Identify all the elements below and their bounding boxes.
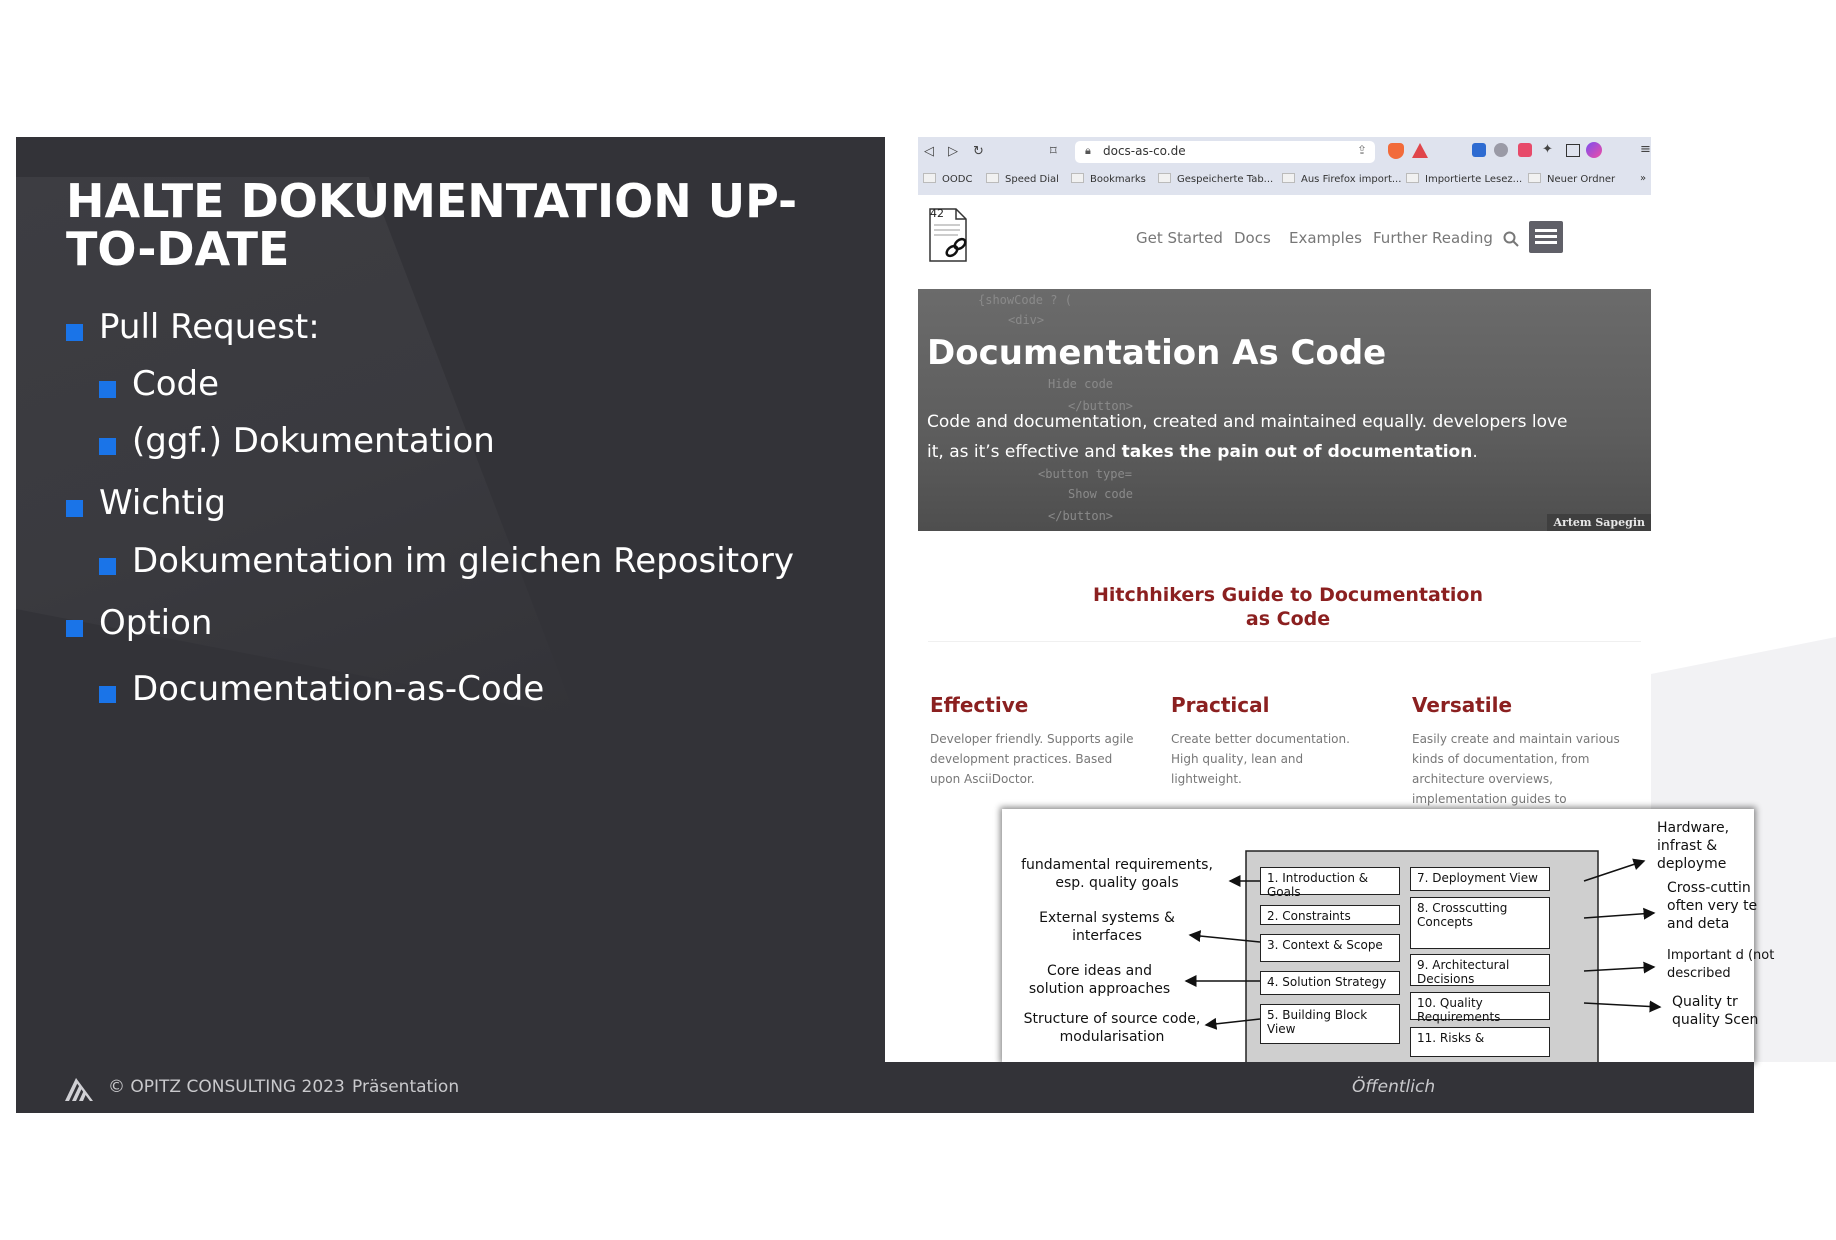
slide-title: HALTE DOKUMENTATION UP-TO-DATE [66,174,798,276]
content-panel [16,137,885,1062]
diagram-label: fundamental requirements, esp. quality goals [1021,857,1213,891]
arc42-diagram [1002,809,1775,1062]
folder-icon [986,173,999,183]
address-bar[interactable] [1075,141,1375,163]
pocket-icon[interactable] [1518,143,1532,157]
extension-icon[interactable] [1472,143,1486,157]
photo-credit: Artem Sapegin [1547,514,1651,531]
square-bullet-icon [99,558,116,575]
profile-icon[interactable] [1586,142,1602,158]
bookmark-item[interactable]: Bookmarks [1071,173,1146,185]
brave-shield-icon[interactable] [1388,143,1404,159]
bullet-item [66,307,866,347]
bullet-item [66,669,866,709]
diagram-label: Core ideas and solution approaches [1028,963,1171,997]
sidebar-icon[interactable] [1566,144,1580,157]
forward-icon[interactable]: ▷ [948,144,958,159]
bullet-item [66,364,866,404]
square-bullet-icon [66,620,83,637]
bookmark-icon[interactable]: ⌑ [1050,144,1057,159]
bullet-list [66,307,866,709]
nav-get-started[interactable]: Get Started [1136,229,1223,247]
diagram-label: Hardware, infrast & deployme [1657,820,1730,872]
folder-icon [1158,173,1171,183]
bookmark-item[interactable]: Gespeicherte Tab... [1158,173,1273,185]
bullet-text: Dokumentation im gleichen Repository [132,541,794,581]
square-bullet-icon [66,500,83,517]
back-icon[interactable]: ◁ [924,144,934,159]
puzzle-icon[interactable]: ✦ [1542,142,1553,157]
square-bullet-icon [99,686,116,703]
nav-further-reading[interactable]: Further Reading [1373,229,1493,247]
diagram-label: Cross-cuttin often very te and deta [1667,880,1758,932]
bookmark-item[interactable]: Neuer Ordner [1528,173,1615,185]
menu-icon[interactable]: ≡ [1640,142,1651,157]
more-bookmarks-button[interactable]: » [1640,173,1647,184]
diagram-box: 2. Constraints [1260,905,1400,925]
bullet-text: (ggf.) Dokumentation [132,421,495,461]
diagram-box: 1. Introduction & Goals [1260,867,1400,895]
feature-text: Developer friendly. Supports agile development practices. Based upon AsciiDoctor. [930,732,1134,786]
browser-toolbar [918,137,1651,195]
diagram-box: 4. Solution Strategy [1260,971,1400,995]
diagram-box: 8. Crosscutting Concepts [1410,897,1550,949]
lock-icon: 🔒︎ [1085,144,1091,157]
square-bullet-icon [66,324,83,341]
square-bullet-icon [99,381,116,398]
diagram-label: Quality tr quality Scen [1672,994,1759,1028]
nav-examples[interactable]: Examples [1289,229,1362,247]
feature-text: Create better documentation. High quality, lean and lightweight. [1171,732,1350,786]
guide-title: Hitchhikers Guide to Documentation as Code [1092,584,1484,630]
slide-footer [16,1062,1754,1113]
nav-docs[interactable]: Docs [1234,229,1271,247]
diagram-box: 9. Architectural Decisions [1410,954,1550,986]
bullet-item [66,421,866,461]
diagram-label: External systems & interfaces [1039,910,1175,944]
opitz-logo-icon [64,1074,94,1102]
bookmark-item[interactable]: Speed Dial [986,173,1059,185]
diagram-box: 10. Quality Requirements [1410,992,1550,1020]
diagram-label: Structure of source code, modularisation [1023,1011,1201,1045]
diagram-box: 11. Risks & [1410,1027,1550,1057]
bookmark-item[interactable]: Importierte Lesez... [1406,173,1522,185]
share-icon[interactable]: ⇪ [1357,143,1368,157]
folder-icon [1528,173,1541,183]
bookmark-item[interactable]: OODC [923,173,972,185]
bullet-text: Wichtig [99,483,226,523]
extension-icon[interactable] [1494,143,1508,157]
hamburger-menu-button[interactable] [1529,221,1563,253]
hero-banner: {showCode ? ( <div> Hide code </button> <button type= Show code </button> Documentation As Code Code and documentation, created and maintained equally. developers love it, as it’s effective and takes the pain out of documentation. Artem Sapegin [918,289,1651,531]
folder-icon [1071,173,1084,183]
bullet-text: Pull Request: [99,307,320,347]
feature-practical [1171,693,1376,789]
divider [928,641,1641,642]
logo-number: 42 [930,207,944,220]
search-icon[interactable] [1503,231,1519,247]
url-text: docs-as-co.de [1103,144,1186,158]
feature-effective [930,693,1140,789]
folder-icon [1282,173,1295,183]
folder-icon [923,173,936,183]
brave-rewards-icon[interactable] [1412,143,1428,158]
feature-title: Effective [930,693,1029,717]
bullet-item [66,483,866,523]
reload-icon[interactable]: ↻ [973,144,984,159]
hero-title: Documentation As Code [927,333,1387,373]
bookmark-item[interactable]: Aus Firefox import... [1282,173,1401,185]
bookmarks-bar [918,169,1651,191]
diagram-box: 7. Deployment View [1410,867,1550,891]
bullet-text: Option [99,603,213,643]
diagram-label: Important d (not described [1667,948,1775,981]
bullet-item [66,603,866,643]
site-navbar [918,195,1651,281]
footer-copyright: © OPITZ CONSULTING 2023 [108,1077,345,1097]
site-logo[interactable] [928,207,970,265]
bullet-item [66,541,866,581]
footer-presentation: Präsentation [352,1077,460,1097]
bullet-text: Documentation-as-Code [132,669,545,709]
square-bullet-icon [99,438,116,455]
feature-title: Versatile [1412,693,1513,717]
diagram-box: 5. Building Block View [1260,1004,1400,1044]
footer-classification: Öffentlich [1352,1077,1436,1097]
diagram-box: 3. Context & Scope [1260,934,1400,962]
slide [16,137,1775,1113]
hero-text: Code and documentation, created and maintained equally. developers love it, as it’s effective and takes the pain out of documentation. [927,412,1568,462]
bullet-text: Code [132,364,220,404]
feature-title: Practical [1171,693,1270,717]
folder-icon [1406,173,1419,183]
feature-text: Easily create and maintain various kinds of documentation, from architecture overviews, implementation guides to [1412,732,1620,806]
